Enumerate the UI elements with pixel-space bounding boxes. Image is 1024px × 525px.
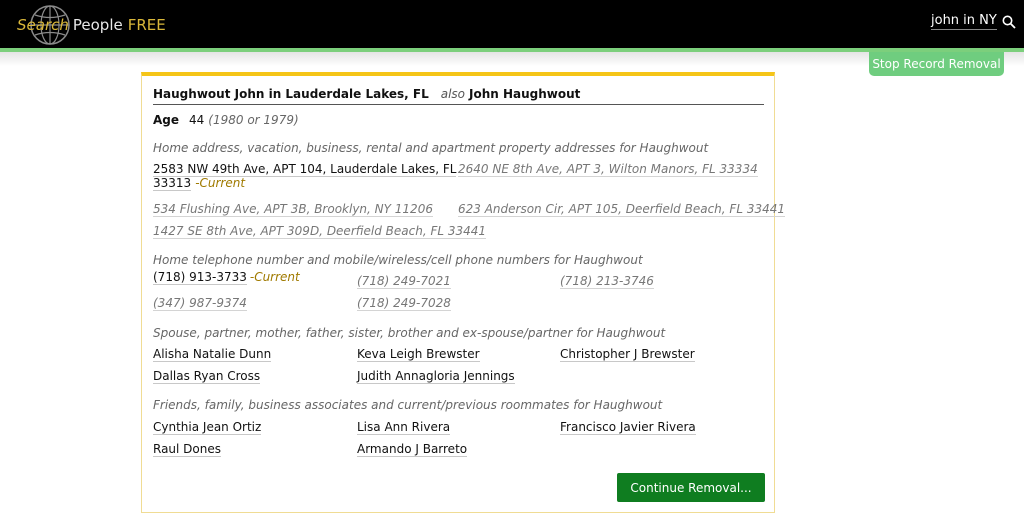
divider xyxy=(153,104,764,105)
age-line xyxy=(153,113,299,127)
header-search-text[interactable]: john in NY xyxy=(931,13,997,28)
logo-people-text: People xyxy=(72,16,123,34)
current-tag: -Current xyxy=(195,176,246,190)
phone-item[interactable]: (347) 987-9374 xyxy=(153,296,247,310)
record-name: Haughwout John in Lauderdale Lakes, FL xyxy=(153,87,429,101)
age-value: 44 xyxy=(189,113,205,127)
address-current[interactable] xyxy=(153,158,456,177)
phone-item[interactable]: (718) 249-7021 xyxy=(357,274,451,288)
address-item[interactable]: 1427 SE 8th Ave, APT 309D, Deerfield Beach, FL 33441 xyxy=(153,224,487,238)
relative-item[interactable]: Dallas Ryan Cross xyxy=(153,369,261,383)
age-years: (1980 or 1979) xyxy=(208,113,299,127)
stop-record-removal-button[interactable]: Stop Record Removal xyxy=(869,52,1004,76)
associates-heading: Friends, family, business associates and current/previous roommates for Haughwout xyxy=(153,398,663,412)
address-item[interactable]: 623 Anderson Cir, APT 105, Deerfield Beach, FL 33441 xyxy=(458,202,785,216)
address-current-line2-wrap[interactable] xyxy=(153,176,245,190)
addresses-heading: Home address, vacation, business, rental and apartment property addresses for Haughwout xyxy=(153,141,709,155)
header-search[interactable] xyxy=(931,13,1016,30)
associate-item[interactable]: Lisa Ann Rivera xyxy=(357,420,451,434)
phones-heading: Home telephone number and mobile/wireless/cell phone numbers for Haughwout xyxy=(153,253,643,267)
search-icon[interactable] xyxy=(1002,15,1016,29)
site-logo[interactable] xyxy=(17,8,166,42)
address-current-line2[interactable]: 33313 xyxy=(153,176,192,190)
logo-free-text: FREE xyxy=(127,16,166,34)
phone-current[interactable]: (718) 913-3733 xyxy=(153,270,247,284)
record-name-line xyxy=(153,87,580,101)
phone-current-wrap[interactable] xyxy=(153,270,300,284)
also-name: John Haughwout xyxy=(469,87,581,101)
logo-search-text: Search xyxy=(17,16,69,34)
address-item[interactable]: 2640 NE 8th Ave, APT 3, Wilton Manors, FL 33334 xyxy=(458,162,758,176)
relative-item[interactable]: Christopher J Brewster xyxy=(560,347,695,361)
phone-item[interactable]: (718) 213-3746 xyxy=(560,274,654,288)
continue-removal-button[interactable]: Continue Removal... xyxy=(617,473,765,502)
associate-item[interactable]: Raul Dones xyxy=(153,442,222,456)
associate-item[interactable]: Armando J Barreto xyxy=(357,442,468,456)
relative-item[interactable]: Keva Leigh Brewster xyxy=(357,347,480,361)
address-current-line1[interactable]: 2583 NW 49th Ave, APT 104, Lauderdale Lakes, FL xyxy=(153,162,457,176)
age-label: Age xyxy=(153,113,180,127)
relative-item[interactable]: Alisha Natalie Dunn xyxy=(153,347,272,361)
record-card xyxy=(141,72,785,513)
associate-item[interactable]: Francisco Javier Rivera xyxy=(560,420,696,434)
top-bar xyxy=(0,0,1024,48)
current-tag: -Current xyxy=(249,270,300,284)
phone-item[interactable]: (718) 249-7028 xyxy=(357,296,451,310)
also-label: also xyxy=(440,87,466,101)
relatives-heading: Spouse, partner, mother, father, sister, brother and ex-spouse/partner for Haughwout xyxy=(153,326,666,340)
relative-item[interactable]: Judith Annagloria Jennings xyxy=(357,369,515,383)
address-item[interactable]: 534 Flushing Ave, APT 3B, Brooklyn, NY 11206 xyxy=(153,202,433,216)
associate-item[interactable]: Cynthia Jean Ortiz xyxy=(153,420,262,434)
